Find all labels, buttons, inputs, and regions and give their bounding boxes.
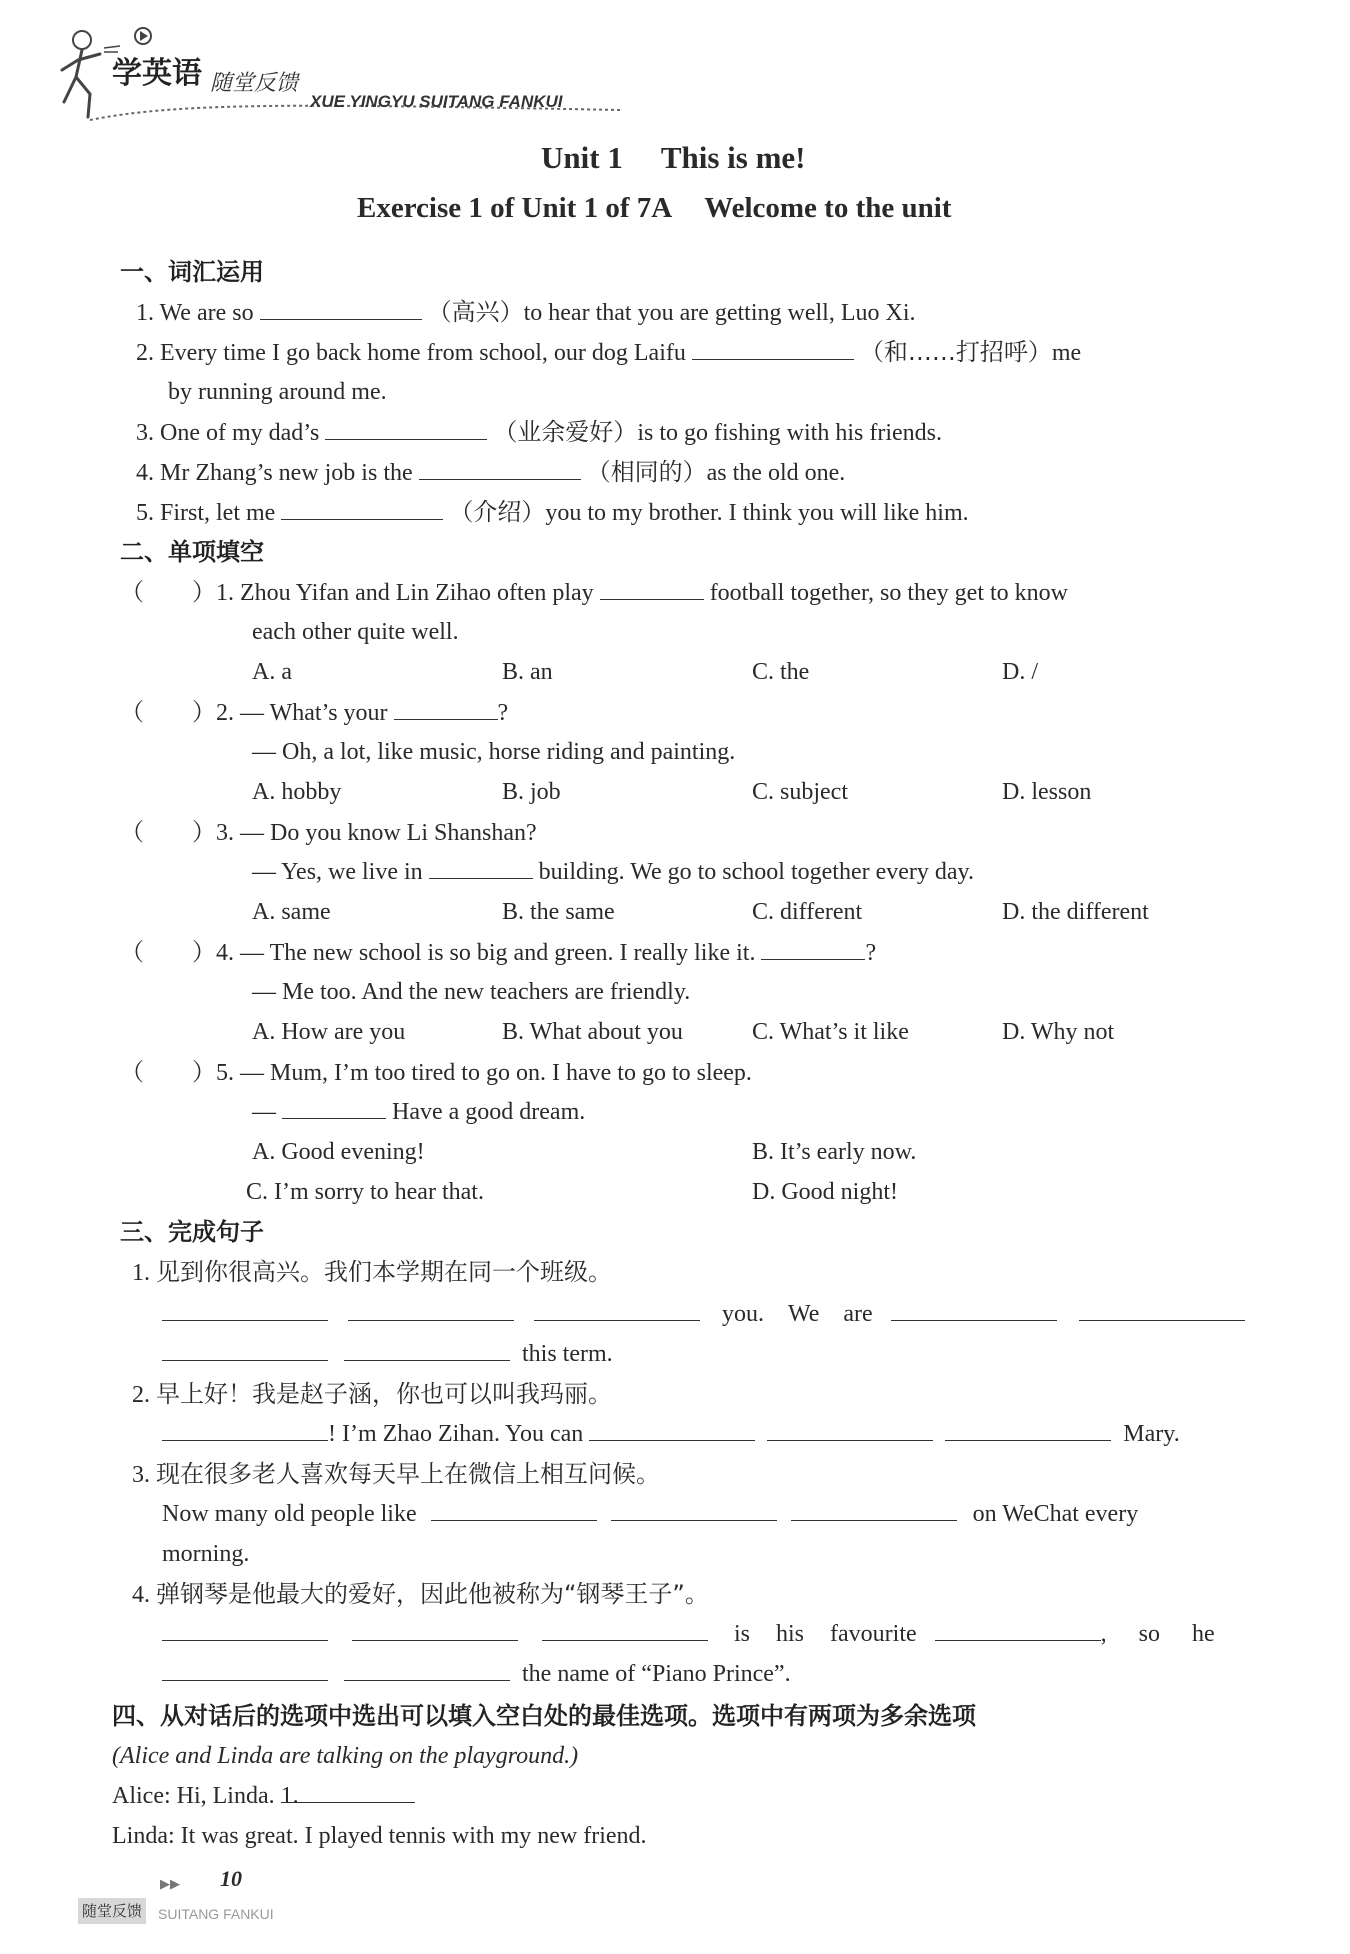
s2-q4-options: [252, 1012, 1114, 1052]
stage-direction: (Alice and Linda are talking on the playground.): [112, 1743, 579, 1769]
footer-tag-en: SUITANG FANKUI: [158, 1906, 274, 1922]
answer-blank[interactable]: [352, 1614, 518, 1641]
section2-heading: 二、单项填空: [120, 538, 264, 566]
sentence-text: Now many old people like: [162, 1501, 417, 1527]
question-number: 1.: [216, 580, 234, 606]
answer-paren[interactable]: （ ）: [120, 698, 216, 726]
section1-heading: 一、词汇运用: [120, 258, 264, 286]
question-text: Every time I go back home from school, our dog Laifu: [160, 340, 686, 366]
s2-q3-line2: [252, 852, 974, 892]
answer-blank[interactable]: [945, 1414, 1111, 1441]
question-text: you to my brother. I think you will like him.: [545, 500, 969, 526]
question-text: — Mum, I’m too tired to go on. I have to go to sleep.: [240, 1060, 752, 1086]
hint-text: （相同的）: [586, 458, 707, 486]
option-a[interactable]: A. Good evening!: [252, 1139, 425, 1165]
answer-blank[interactable]: [542, 1614, 708, 1641]
option-d[interactable]: D. Why not: [1002, 1019, 1115, 1045]
question-number: 4.: [136, 460, 154, 486]
question-number: 2.: [132, 1382, 150, 1408]
question-text: — What’s your: [240, 700, 388, 726]
sentence-word: favourite: [830, 1621, 917, 1647]
sentence-word: ,: [1100, 1621, 1107, 1647]
page-number: 10: [220, 1866, 242, 1891]
s2-q3-options: [252, 892, 1149, 932]
dialogue-line-1: [112, 1776, 415, 1816]
s2-q1-line2: each other quite well.: [252, 619, 459, 645]
sentence-text: on WeChat every: [972, 1501, 1139, 1527]
s1-q2: [136, 332, 1081, 373]
question-text: ?: [497, 700, 509, 726]
sentence-word: he: [1192, 1621, 1215, 1647]
dialogue-line-2: [112, 1816, 647, 1856]
s3-q4-line1: [162, 1614, 1215, 1654]
dialogue-text: It was great. I played tennis with my new friend.: [180, 1823, 647, 1849]
option-c[interactable]: C. different: [752, 899, 863, 925]
s2-q1: [120, 572, 1068, 613]
answer-blank[interactable]: [325, 413, 487, 440]
question-number: 5.: [216, 1060, 234, 1086]
answer-blank[interactable]: [282, 1092, 386, 1119]
footer-tag: [78, 1898, 288, 1924]
answer-blank[interactable]: [344, 1654, 510, 1681]
option-a[interactable]: A. hobby: [252, 779, 342, 805]
answer-blank[interactable]: [281, 493, 443, 520]
question-text: Mr Zhang’s new job is the: [160, 460, 413, 486]
question-number: 1.: [136, 300, 154, 326]
question-text: Have a good dream.: [392, 1099, 586, 1125]
option-d[interactable]: D. lesson: [1002, 779, 1092, 805]
s3-q3-prompt: [132, 1454, 660, 1495]
answer-blank[interactable]: [348, 1294, 514, 1321]
speaker: Linda:: [112, 1823, 175, 1849]
option-c[interactable]: C. the: [752, 659, 810, 685]
section3-heading: 三、完成句子: [120, 1218, 264, 1246]
s2-q3: [120, 812, 537, 853]
question-text: as the old one.: [706, 460, 846, 486]
option-c[interactable]: C. subject: [752, 779, 848, 805]
answer-blank[interactable]: [611, 1494, 777, 1521]
sentence-word: is: [734, 1621, 751, 1647]
question-number: 5.: [136, 500, 154, 526]
question-number: 3.: [136, 420, 154, 446]
answer-blank[interactable]: [692, 333, 854, 360]
option-c[interactable]: C. What’s it like: [752, 1019, 909, 1045]
option-c[interactable]: C. I’m sorry to hear that.: [246, 1179, 484, 1205]
sentence-word: so: [1138, 1621, 1160, 1647]
s1-q3: [136, 412, 942, 453]
answer-blank[interactable]: [761, 933, 865, 960]
question-text: First, let me: [160, 500, 276, 526]
question-number: 2.: [136, 340, 154, 366]
exercise-title: [357, 188, 951, 228]
option-b[interactable]: B. the same: [502, 899, 615, 925]
unit-name: This is me!: [660, 140, 806, 175]
answer-blank[interactable]: [162, 1334, 328, 1361]
question-number: 1.: [132, 1260, 150, 1286]
answer-blank[interactable]: [767, 1414, 933, 1441]
question-text: — Yes, we live in: [252, 859, 423, 885]
question-text: One of my dad’s: [160, 420, 320, 446]
option-b[interactable]: B. It’s early now.: [752, 1139, 917, 1165]
answer-paren[interactable]: （ ）: [120, 818, 216, 846]
logo-sub-text: 随堂反馈: [210, 71, 299, 96]
question-number: 4.: [132, 1582, 150, 1608]
s2-q5: [120, 1052, 752, 1093]
s3-q3-line1: [162, 1494, 1138, 1534]
answer-blank[interactable]: [162, 1654, 328, 1681]
answer-paren[interactable]: （ ）: [120, 938, 216, 966]
hint-text: （业余爱好）: [493, 418, 638, 446]
s3-q1-line1: [162, 1294, 1245, 1334]
answer-blank[interactable]: [589, 1414, 755, 1441]
question-number: 2.: [216, 700, 234, 726]
s3-q1-prompt: [132, 1252, 612, 1293]
question-text: — Do you know Li Shanshan?: [240, 820, 537, 846]
answer-paren[interactable]: （ ）: [120, 578, 216, 606]
answer-blank[interactable]: [162, 1414, 328, 1441]
s3-q4-line2: [162, 1654, 791, 1694]
unit-title: [541, 138, 806, 178]
chinese-prompt: 现在很多老人喜欢每天早上在微信上相互问候。: [156, 1460, 660, 1488]
option-d[interactable]: D. Good night!: [752, 1179, 898, 1205]
exercise-name: Welcome to the unit: [704, 192, 952, 224]
arrow-icon: ▶▶: [160, 1876, 180, 1891]
hint-text: （和……打招呼）: [859, 338, 1052, 366]
speaker: Alice:: [112, 1783, 171, 1809]
answer-blank[interactable]: [534, 1294, 700, 1321]
s1-q4: [136, 452, 845, 493]
footer-tag-cn: 随堂反馈: [78, 1898, 146, 1924]
header-logo: [60, 22, 680, 132]
section4-heading: 四、从对话后的选项中选出可以填入空白处的最佳选项。选项中有两项为多余选项: [112, 1702, 976, 1730]
question-text: me: [1051, 340, 1082, 366]
option-d[interactable]: D. /: [1002, 659, 1038, 685]
unit-number: Unit 1: [541, 140, 623, 175]
sentence-text: ! I’m Zhao Zihan. You can: [328, 1421, 584, 1447]
answer-blank[interactable]: [600, 573, 704, 600]
s2-q2-line2: — Oh, a lot, like music, horse riding and painting.: [252, 739, 736, 765]
s2-q2-options: [252, 772, 1091, 812]
answer-blank[interactable]: [429, 852, 533, 879]
chinese-prompt: 见到你很高兴。我们本学期在同一个班级。: [156, 1258, 612, 1286]
answer-blank[interactable]: [394, 693, 498, 720]
option-a[interactable]: A. How are you: [252, 1019, 406, 1045]
question-text: is to go fishing with his friends.: [637, 420, 942, 446]
option-b[interactable]: B. job: [502, 779, 561, 805]
answer-paren[interactable]: （ ）: [120, 1058, 216, 1086]
answer-blank[interactable]: [1079, 1294, 1245, 1321]
answer-blank[interactable]: [344, 1334, 510, 1361]
hint-text: （介绍）: [449, 498, 546, 526]
answer-blank[interactable]: [791, 1494, 957, 1521]
option-a[interactable]: A. a: [252, 659, 292, 685]
question-text: — The new school is so big and green. I really like it.: [240, 940, 756, 966]
question-text: Zhou Yifan and Lin Zihao often play: [240, 580, 594, 606]
s3-q2-line1: [162, 1414, 1180, 1454]
option-b[interactable]: B. an: [502, 659, 553, 685]
sentence-end: Mary.: [1123, 1421, 1180, 1447]
answer-blank[interactable]: [260, 293, 422, 320]
sentence-word: you.: [722, 1301, 764, 1327]
s1-q5: [136, 492, 969, 533]
s2-q5-line2: [252, 1092, 585, 1132]
s2-q4: [120, 932, 876, 973]
option-d[interactable]: D. the different: [1002, 899, 1149, 925]
chinese-prompt: 弹钢琴是他最大的爱好，因此他被称为“钢琴王子”。: [156, 1580, 709, 1608]
question-number: 3.: [216, 820, 234, 846]
question-number: 3.: [132, 1462, 150, 1488]
answer-blank[interactable]: [431, 1494, 597, 1521]
question-text: to hear that you are getting well, Luo Xi.: [523, 300, 916, 326]
question-text: ?: [865, 940, 877, 966]
sentence-word: We: [788, 1301, 820, 1327]
logo-main-text: 学英语: [112, 56, 202, 91]
s3-q3-line2: morning.: [162, 1541, 250, 1567]
s2-q5-options-row1: [252, 1132, 916, 1172]
sentence-word: his: [776, 1621, 805, 1647]
answer-blank[interactable]: [419, 453, 581, 480]
s1-q1: [136, 292, 916, 333]
question-text: We are so: [159, 300, 254, 326]
question-text: building. We go to school together every day.: [538, 859, 974, 885]
s1-q2-line2: by running around me.: [168, 379, 387, 405]
logo-en-text: XUE YINGYU SUITANG FANKUI: [310, 92, 563, 111]
question-text: football together, so they get to know: [709, 580, 1068, 606]
sentence-end: this term.: [522, 1341, 613, 1367]
answer-blank[interactable]: [891, 1294, 1057, 1321]
answer-blank[interactable]: [280, 1776, 415, 1809]
s2-q2: [120, 692, 508, 733]
s3-q4-prompt: [132, 1574, 709, 1615]
answer-blank[interactable]: [935, 1614, 1101, 1641]
sentence-end: the name of “Piano Prince”.: [522, 1661, 791, 1687]
s3-q2-prompt: [132, 1374, 612, 1415]
exercise-label: Exercise 1 of Unit 1 of 7A: [357, 192, 673, 224]
s2-q5-options-row2: [246, 1172, 898, 1212]
hint-text: （高兴）: [427, 298, 524, 326]
dialogue-text: Hi, Linda.: [176, 1783, 275, 1809]
s2-q4-line2: — Me too. And the new teachers are friendly.: [252, 979, 691, 1005]
blank-number: 1.: [280, 1783, 299, 1809]
answer-blank[interactable]: [162, 1614, 328, 1641]
question-text: —: [252, 1099, 276, 1125]
answer-blank[interactable]: [162, 1294, 328, 1321]
option-b[interactable]: B. What about you: [502, 1019, 683, 1045]
chinese-prompt: 早上好！我是赵子涵，你也可以叫我玛丽。: [156, 1380, 612, 1408]
s3-q1-line2: [162, 1334, 613, 1374]
question-number: 4.: [216, 940, 234, 966]
option-a[interactable]: A. same: [252, 899, 331, 925]
sentence-word: are: [843, 1301, 873, 1327]
s2-q1-options: [252, 652, 1038, 692]
